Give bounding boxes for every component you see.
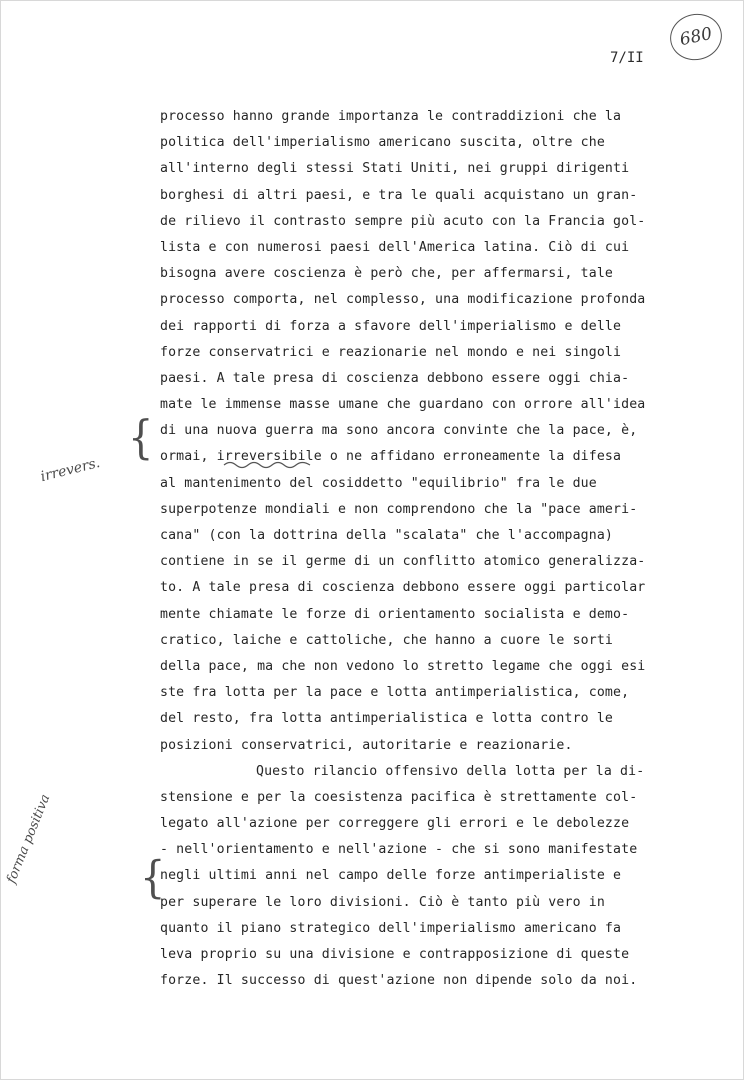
text-line: processo hanno grande importanza le contraddizioni che la xyxy=(160,109,622,124)
text-line: processo comporta, nel complesso, una modificazione profonda xyxy=(160,292,646,308)
text-line: negli ultimi anni nel campo delle forze antimperialiste e xyxy=(160,868,622,884)
text-line: de rilievo il contrasto sempre più acuto con la Francia gol- xyxy=(160,213,646,229)
text-line: superpotenze mondiali e non comprendono che la "pace ameri- xyxy=(160,501,638,517)
brace-mark: { xyxy=(128,411,154,465)
text-line: to. A tale presa di coscienza debbono essere oggi particolar xyxy=(160,580,646,596)
text-line: posizioni conservatrici, autoritarie e reazionarie. xyxy=(160,737,573,753)
archive-stamp: 680 xyxy=(666,9,726,65)
typed-body-text xyxy=(160,104,700,994)
text-line: del resto, fra lotta antimperialistica e lotta contro le xyxy=(160,711,614,727)
text-line: mente chiamate le forze di orientamento socialista e demo- xyxy=(160,606,630,622)
page-number: 7/II xyxy=(610,50,644,66)
text-line: forze conservatrici e reazionarie nel mondo e nei singoli xyxy=(160,344,622,360)
text-line: borghesi di altri paesi, e tra le quali acquistano un gran- xyxy=(160,187,638,203)
margin-note-positive-form: forma positiva xyxy=(4,792,54,886)
text-line: - nell'orientamento e nell'azione - che si sono manifestate xyxy=(160,842,638,858)
brace-mark: { xyxy=(140,852,166,904)
text-line: dei rapporti di forza a sfavore dell'imperialismo e delle xyxy=(160,318,622,334)
text-line: legato all'azione per correggere gli errori e le debolezze xyxy=(160,816,630,832)
text-line: per superare le loro divisioni. Ciò è tanto più vero in xyxy=(160,894,605,910)
text-line: cratico, laiche e cattoliche, che hanno a cuore le sorti xyxy=(160,632,614,648)
text-line: ste fra lotta per la pace e lotta antimperialistica, come, xyxy=(160,685,630,701)
text-line: quanto il piano strategico dell'imperialismo americano fa xyxy=(160,920,622,936)
text-line: politica dell'imperialismo americano suscita, oltre che xyxy=(160,135,605,151)
text-line: mate le immense masse umane che guardano con orrore all'idea xyxy=(160,397,646,413)
text-line: di una nuova guerra ma sono ancora convinte che la pace, è, xyxy=(160,423,638,439)
text-line: leva proprio su una divisione e contrapposizione di queste xyxy=(160,947,630,962)
text-line: della pace, ma che non vedono lo stretto legame che oggi esi xyxy=(160,658,646,674)
text-line: lista e con numerosi paesi dell'America latina. Ciò di cui xyxy=(160,239,630,255)
text-line: ormai, irreversibile o ne affidano erroneamente la difesa xyxy=(160,449,622,465)
text-line: all'interno degli stessi Stati Uniti, nei gruppi dirigenti xyxy=(160,161,630,177)
text-line: cana" (con la dottrina della "scalata" che l'accompagna) xyxy=(160,528,614,543)
text-line: contiene in se il germe di un conflitto atomico generalizza- xyxy=(160,554,646,570)
text-line: forze. Il successo di quest'azione non dipende solo da noi. xyxy=(160,973,638,989)
text-line: paesi. A tale presa di coscienza debbono essere oggi chia- xyxy=(160,370,630,386)
margin-note-irreversible: irrevers. xyxy=(38,454,102,486)
text-line: stensione e per la coesistenza pacifica è strettamente col- xyxy=(160,789,638,805)
text-line: Questo rilancio offensivo della lotta per la di- xyxy=(256,763,645,779)
text-line: al mantenimento del cosiddetto "equilibrio" fra le due xyxy=(160,475,597,491)
text-line: bisogna avere coscienza è però che, per affermarsi, tale xyxy=(160,266,614,282)
